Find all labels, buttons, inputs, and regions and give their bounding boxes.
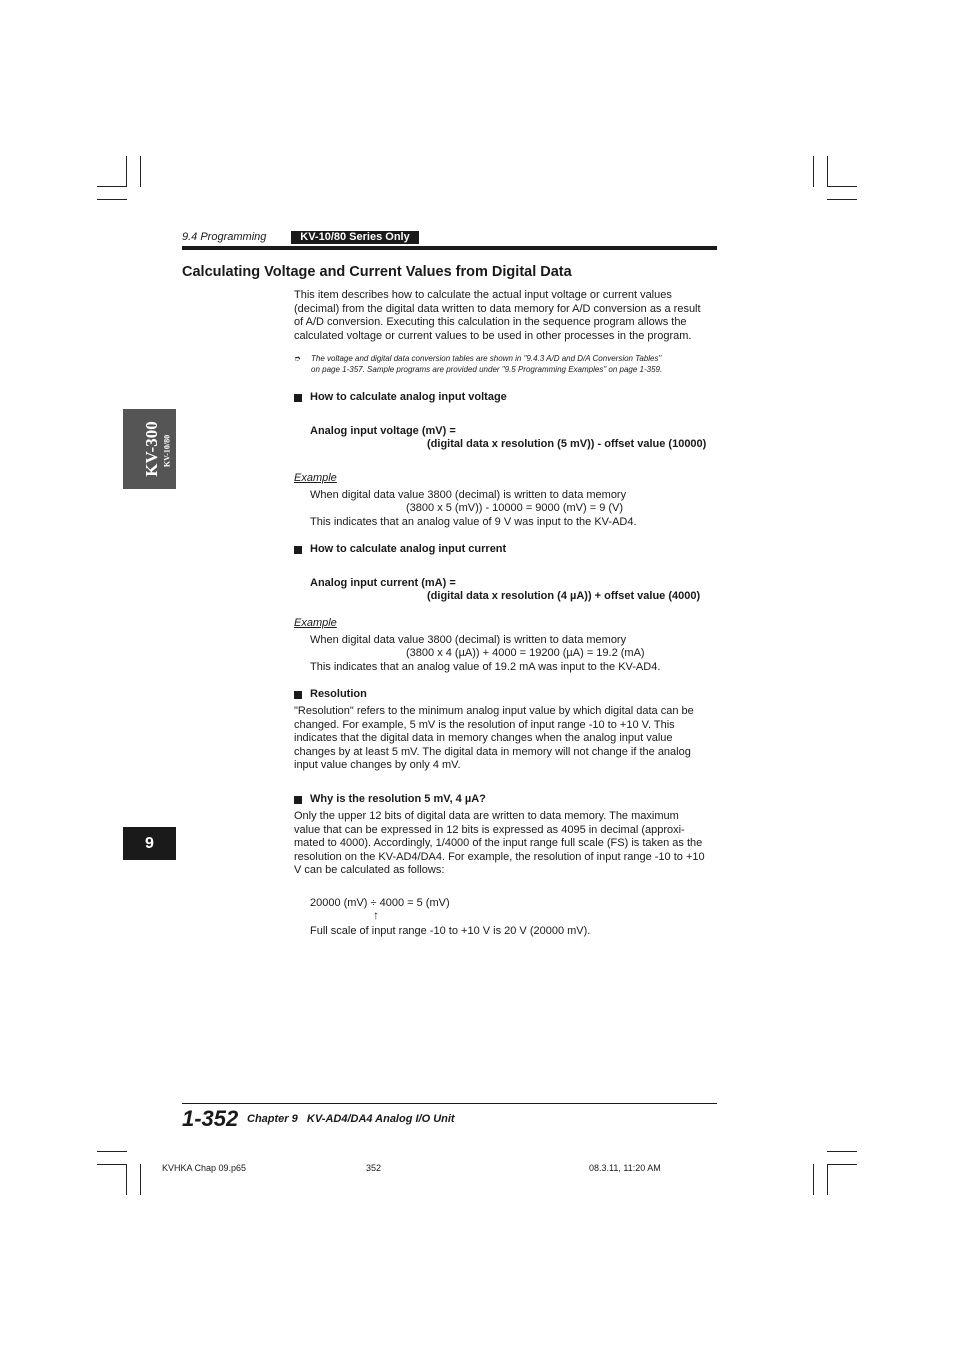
slug-page: 352 [366, 1163, 382, 1173]
voltage-heading: How to calculate analog input voltage [310, 391, 507, 403]
why-paragraph [294, 810, 724, 878]
resolution-line: changes by at least 5 mV. The digital data in memory will not change if the analog [294, 745, 691, 758]
crop-mark [827, 186, 857, 187]
crop-mark [140, 1164, 141, 1195]
chapter-title: Chapter 9 KV-AD4/DA4 Analog I/O Unit [247, 1113, 455, 1125]
resolution-line: "Resolution" refers to the minimum analog input value by which digital data can be [294, 705, 694, 717]
crop-mark [827, 1164, 857, 1165]
why-line: mated to 4000). Accordingly, 1/4000 of the input range full scale (FS) is taken as the [294, 837, 703, 850]
header-rule [182, 246, 717, 250]
footer-rule [182, 1103, 717, 1104]
current-heading: How to calculate analog input current [310, 543, 507, 555]
resolution-heading: Resolution [310, 688, 367, 700]
series-badge: KV-10/80 Series Only [291, 231, 419, 244]
bullet-square-icon [294, 394, 302, 402]
up-arrow-icon: ↑ [373, 908, 379, 922]
intro-line: (decimal) from the digital data written to data memory for A/D conversion as a result [294, 302, 701, 315]
intro-line: This item describes how to calculate the actual input voltage or current values [294, 289, 672, 301]
current-example: When digital data value 3800 (decimal) is written to data memory [310, 634, 627, 646]
voltage-formula: Analog input voltage (mV) = [310, 425, 456, 437]
bullet-square-icon [294, 546, 302, 554]
crop-mark [827, 156, 828, 187]
crop-mark [97, 1164, 127, 1165]
crop-mark [97, 186, 127, 187]
page-number: 1-352 [182, 1106, 239, 1131]
page-title: Calculating Voltage and Current Values from Digital Data [182, 264, 572, 280]
current-formula: Analog input current (mA) = [310, 577, 456, 589]
resolution-line: changed. For example, 5 mV is the resolution of input range -10 to +10 V. This [294, 718, 675, 731]
why-line: resolution on the KV-AD4/DA4. For example, the resolution of input range -10 to +10 [294, 850, 705, 863]
resolution-line: indicates that the digital data in memory changes when the analog input value [294, 732, 673, 745]
example-label: Example [294, 617, 337, 629]
crop-mark [827, 199, 857, 200]
crop-mark [813, 1164, 814, 1195]
crop-mark [140, 156, 141, 187]
crop-mark [126, 156, 127, 187]
why-heading: Why is the resolution 5 mV, 4 µA? [310, 793, 486, 805]
resolution-line: input value changes by only 4 mV. [294, 759, 461, 772]
section-label: 9.4 Programming [182, 231, 267, 243]
why-line: Only the upper 12 bits of digital data are written to data memory. The maximum [294, 810, 679, 822]
note-line: on page 1-357. Sample programs are provided under "9.5 Programming Examples" on page 1-359. [311, 365, 663, 374]
note-line: The voltage and digital data conversion tables are shown in "9.4.3 A/D and D/A Conversion Tables" [311, 354, 662, 363]
side-tab-label: KV-300 [142, 421, 161, 477]
bullet-square-icon [294, 796, 302, 804]
calculation-note: Full scale of input range -10 to +10 V is 20 V (20000 mV). [310, 925, 591, 937]
current-example: (3800 x 4 (µA)) + 4000 = 19200 (µA) = 19.2 (mA) [406, 647, 645, 659]
crop-mark [813, 156, 814, 187]
crop-mark [827, 1164, 828, 1195]
reference-arrow-icon: ➮ [294, 354, 301, 363]
reference-note [311, 353, 721, 375]
crop-mark [97, 199, 127, 200]
voltage-formula: (digital data x resolution (5 mV)) - offset value (10000) [427, 438, 707, 450]
intro-line: of A/D conversion. Executing this calculation in the sequence program allows the [294, 316, 687, 329]
kv300-side-tab [123, 409, 176, 489]
voltage-example: This indicates that an analog value of 9 V was input to the KV-AD4. [310, 516, 637, 528]
resolution-paragraph [294, 705, 724, 773]
current-formula: (digital data x resolution (4 µA)) + offset value (4000) [427, 590, 701, 602]
voltage-example: (3800 x 5 (mV)) - 10000 = 9000 (mV) = 9 (V) [406, 502, 624, 514]
chapter-tab: 9 [123, 827, 176, 860]
side-tab-sublabel: KV-10/80 [162, 434, 172, 468]
slug-date: 08.3.11, 11:20 AM [589, 1163, 661, 1173]
intro-paragraph [294, 289, 724, 343]
why-line: value that can be expressed in 12 bits is expressed as 4095 in decimal (approxi- [294, 823, 685, 836]
example-label: Example [294, 472, 337, 484]
crop-mark [126, 1164, 127, 1195]
bullet-square-icon [294, 691, 302, 699]
why-line: V can be calculated as follows: [294, 864, 445, 877]
intro-line: calculated voltage or current values to be used in other processes in the program. [294, 329, 692, 342]
crop-mark [827, 1151, 857, 1152]
crop-mark [97, 1151, 127, 1152]
voltage-example: When digital data value 3800 (decimal) is written to data memory [310, 489, 627, 501]
resolution-calculation: 20000 (mV) ÷ 4000 = 5 (mV) [310, 897, 450, 909]
current-example: This indicates that an analog value of 19.2 mA was input to the KV-AD4. [310, 661, 661, 673]
slug-filename: KVHKA Chap 09.p65 [162, 1163, 247, 1173]
